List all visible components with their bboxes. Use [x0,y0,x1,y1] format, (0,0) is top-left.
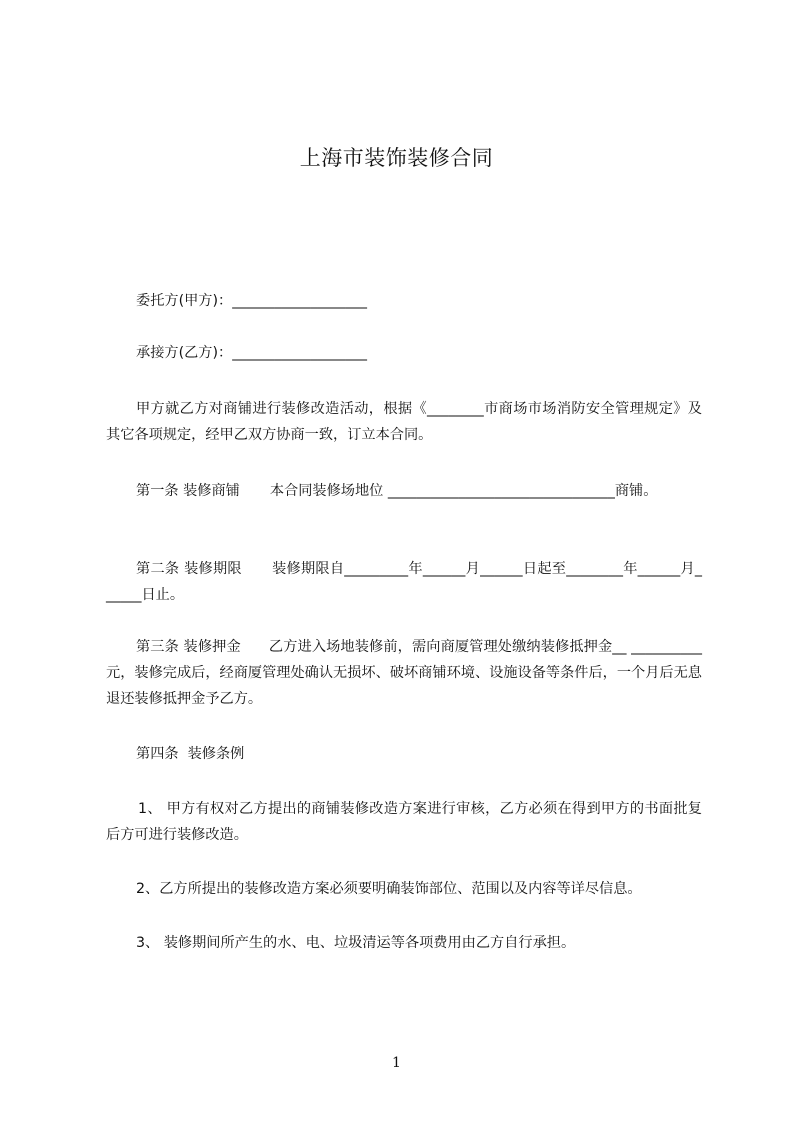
page-number: 1 [392,1055,401,1071]
article-1-body: 本合同装修场地位 ________________________________商铺。 [269,483,658,499]
clause-2: 2、乙方所提出的装修改造方案必须要明确装饰部位、范围以及内容等详尽信息。 [136,881,642,897]
article-3 [106,634,702,712]
party-a-line: 委托方(甲方)：___________________ [136,293,367,309]
clause-1: 1、 甲方有权对乙方提出的商铺装修改造方案进行审核，乙方必须在得到甲方的书面批复后方可进行装修改造。 [106,801,702,843]
article-4-heading: 第四条 装修条例 [136,746,245,762]
document-title: 上海市装饰装修合同 [299,146,494,170]
intro-paragraph: 甲方就乙方对商铺进行装修改造活动，根据《________市商场市场消防安全管理规定》及其它各项规定，经甲乙双方协商一致，订立本合同。 [106,401,702,443]
party-b-line: 承接方(乙方)：___________________ [136,345,367,361]
article-2 [106,556,702,608]
clause-3: 3、 装修期间所产生的水、电、垃圾清运等各项费用由乙方自行承担。 [136,935,576,951]
article-3-body: 乙方进入场地装修前，需向商厦管理处缴纳装修抵押金__ __________元，装修完成后，经商厦管理处确认无损坏、破坏商铺环境、设施设备等条件后，一个月后无息退还装修抵押金予乙方。 [106,639,703,707]
article-1-heading: 第一条 装修商铺 [136,483,240,499]
article-3-heading: 第三条 装修押金 [136,639,241,655]
article-2-heading: 第二条 装修期限 [136,561,242,577]
article-1 [106,478,702,504]
article-2-body: 装修期限自_________年______月______日起至________年______月______日止。 [106,561,702,603]
